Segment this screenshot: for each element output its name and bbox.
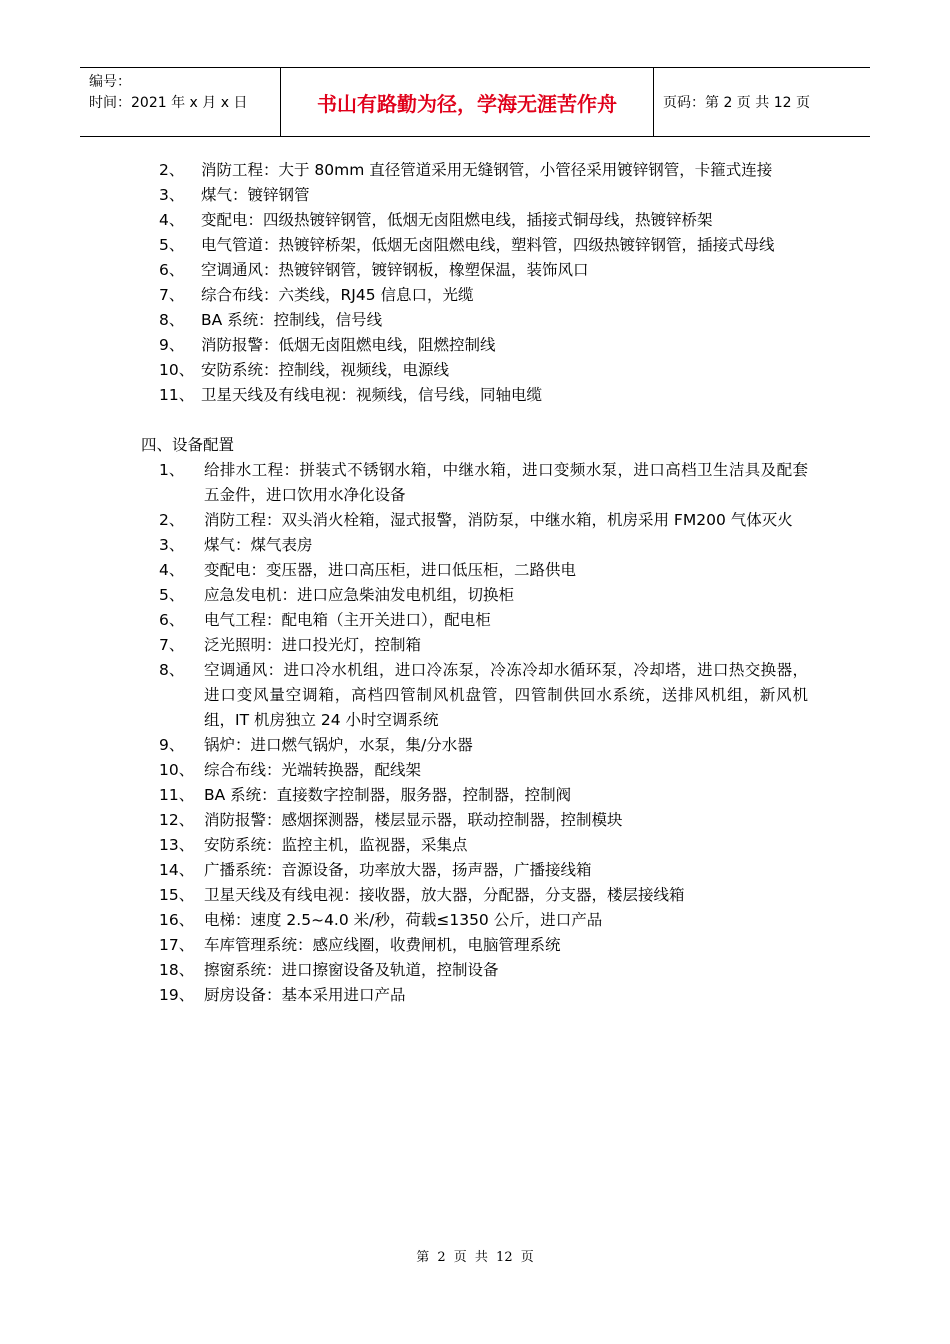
materials-list (0, 158, 950, 408)
item-text: 安防系统：控制线，视频线，电源线 (201, 361, 450, 379)
item-number: 9、 (159, 736, 185, 754)
list-item (0, 933, 950, 958)
item-text: 煤气：煤气表房 (204, 536, 313, 554)
item-number: 10、 (159, 361, 195, 379)
item-text: 综合布线：六类线，RJ45 信息口，光缆 (201, 286, 474, 304)
item-number: 16、 (159, 911, 195, 929)
list-item (0, 633, 950, 658)
item-text: 消防工程：双头消火栓箱，湿式报警，消防泵，中继水箱，机房采用 FM200 气体灭火 (204, 511, 793, 529)
list-item (0, 883, 950, 908)
item-text: 电气工程：配电箱（主开关进口），配电柜 (204, 611, 491, 629)
item-number: 9、 (159, 336, 185, 354)
list-item (0, 158, 950, 183)
item-number: 6、 (159, 261, 185, 279)
list-item (0, 308, 950, 333)
list-item (0, 858, 950, 883)
list-item (0, 358, 950, 383)
list-item (0, 783, 950, 808)
doc-number: 编号： (89, 74, 131, 90)
list-item (0, 833, 950, 858)
item-number: 11、 (159, 786, 195, 804)
equipment-list (0, 458, 950, 1008)
list-item (0, 458, 950, 508)
list-item (0, 258, 950, 283)
list-item (0, 283, 950, 308)
list-item (0, 233, 950, 258)
list-item (0, 558, 950, 583)
item-number: 19、 (159, 986, 195, 1004)
item-number: 2、 (159, 511, 185, 529)
list-item (0, 533, 950, 558)
list-item (0, 908, 950, 933)
item-number: 12、 (159, 811, 195, 829)
page-header (80, 67, 870, 137)
list-item (0, 608, 950, 633)
item-text: 空调通风：进口冷水机组，进口冷冻泵，冷冻冷却水循环泵，冷却塔，进口热交换器，进口变风量空调箱，高档四管制风机盘管，四管制供回水系统，送排风机组，新风机组，IT 机房独立 24 小时空调系统 (204, 661, 808, 729)
item-text: 安防系统：监控主机，监视器，采集点 (204, 836, 468, 854)
list-item (0, 183, 950, 208)
item-text: 变配电：四级热镀锌钢管，低烟无卤阻燃电线，插接式铜母线，热镀锌桥架 (201, 211, 713, 229)
item-text: 泛光照明：进口投光灯，控制箱 (204, 636, 422, 654)
item-text: 给排水工程：拼装式不锈钢水箱，中继水箱，进口变频水泵，进口高档卫生洁具及配套五金件，进口饮用水净化设备 (204, 461, 808, 504)
item-number: 6、 (159, 611, 185, 629)
page-footer: 第 2 页 共 12 页 (416, 1250, 534, 1265)
item-text: 消防报警：感烟探测器，楼层显示器，联动控制器，控制模块 (204, 811, 623, 829)
item-number: 4、 (159, 561, 185, 579)
item-text: 综合布线：光端转换器，配线架 (204, 761, 422, 779)
list-item (0, 583, 950, 608)
item-text: 锅炉：进口燃气锅炉，水泵，集/分水器 (204, 736, 473, 754)
doc-date: 时间：2021 年 x 月 x 日 (89, 95, 248, 111)
item-text: 卫星天线及有线电视：视频线，信号线，同轴电缆 (201, 386, 543, 404)
item-number: 14、 (159, 861, 195, 879)
item-text: 电气管道：热镀锌桥架，低烟无卤阻燃电线，塑料管，四级热镀锌钢管，插接式母线 (201, 236, 775, 254)
item-number: 13、 (159, 836, 195, 854)
item-text: 煤气：镀锌钢管 (201, 186, 310, 204)
list-item (0, 658, 950, 733)
item-text: 车库管理系统：感应线圈，收费闸机，电脑管理系统 (204, 936, 561, 954)
list-item (0, 383, 950, 408)
item-text: 消防报警：低烟无卤阻燃电线，阻燃控制线 (201, 336, 496, 354)
header-meta (80, 68, 281, 136)
item-number: 8、 (159, 311, 185, 329)
item-number: 10、 (159, 761, 195, 779)
item-number: 3、 (159, 536, 185, 554)
list-item (0, 208, 950, 233)
list-item (0, 508, 950, 533)
item-text: 变配电：变压器，进口高压柜，进口低压柜，二路供电 (204, 561, 577, 579)
item-text: BA 系统：控制线，信号线 (201, 311, 383, 329)
item-number: 18、 (159, 961, 195, 979)
item-number: 1、 (159, 461, 185, 479)
item-number: 5、 (159, 586, 185, 604)
item-number: 4、 (159, 211, 185, 229)
item-text: 擦窗系统：进口擦窗设备及轨道，控制设备 (204, 961, 499, 979)
header-page-info: 页码：第 2 页 共 12 页 (663, 95, 810, 111)
item-number: 7、 (159, 636, 185, 654)
list-item (0, 333, 950, 358)
list-item (0, 758, 950, 783)
item-text: 电梯：速度 2.5~4.0 米/秒，荷载≤1350 公斤，进口产品 (204, 911, 603, 929)
item-text: 应急发电机：进口应急柴油发电机组，切换柜 (204, 586, 515, 604)
item-number: 5、 (159, 236, 185, 254)
item-number: 2、 (159, 161, 185, 179)
item-text: 广播系统：音源设备，功率放大器，扬声器，广播接线箱 (204, 861, 592, 879)
item-number: 7、 (159, 286, 185, 304)
item-number: 3、 (159, 186, 185, 204)
list-item (0, 733, 950, 758)
document-body (0, 158, 950, 1008)
item-number: 11、 (159, 386, 195, 404)
list-item (0, 983, 950, 1008)
list-item (0, 808, 950, 833)
item-text: BA 系统：直接数字控制器，服务器，控制器，控制阀 (204, 786, 572, 804)
item-text: 空调通风：热镀锌钢管，镀锌钢板，橡塑保温，装饰风口 (201, 261, 589, 279)
list-item (0, 958, 950, 983)
item-text: 消防工程：大于 80mm 直径管道采用无缝钢管，小管径采用镀锌钢管，卡箍式连接 (201, 161, 773, 179)
item-number: 17、 (159, 936, 195, 954)
section-heading: 四、设备配置 (141, 436, 235, 454)
item-text: 厨房设备：基本采用进口产品 (204, 986, 406, 1004)
header-motto: 书山有路勤为径，学海无涯苦作舟 (281, 68, 654, 136)
item-number: 8、 (159, 661, 185, 679)
item-text: 卫星天线及有线电视：接收器，放大器，分配器，分支器，楼层接线箱 (204, 886, 685, 904)
item-number: 15、 (159, 886, 195, 904)
